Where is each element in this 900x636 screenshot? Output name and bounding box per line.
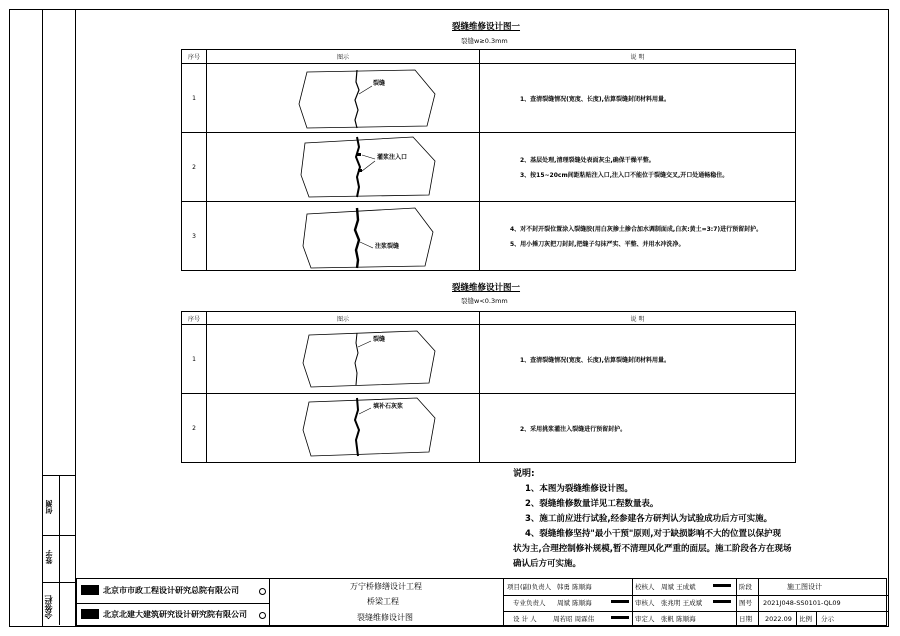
- note-line: 5、用小捶刀灰把刀封封,把缝子勾抹严实、平整、并用水冲洗净。: [510, 241, 685, 248]
- table-row: [182, 64, 796, 133]
- check-name: 周斌 王成斌: [661, 583, 696, 591]
- col-header-figure: 图示: [207, 312, 480, 325]
- check-label: 审定人: [635, 615, 655, 623]
- stone-crack-diagram: [207, 325, 479, 394]
- org-seal-icon: [259, 588, 266, 595]
- table-row: [182, 325, 796, 394]
- col-header-notes: 说 明: [480, 50, 796, 64]
- check-label: 校核人: [635, 583, 655, 591]
- row-number: 3: [182, 202, 207, 271]
- signature-mark: [611, 600, 629, 603]
- note-item: 状为主,合理控制修补规模,暂不清理风化严重的面层。施工阶段各方在现场: [513, 544, 792, 554]
- notes-cell: [480, 64, 796, 133]
- notes-cell: [480, 133, 796, 202]
- table-row: [182, 202, 796, 271]
- row-number: 2: [182, 133, 207, 202]
- signature-mark: [611, 616, 629, 619]
- role-label: 设 计 人: [513, 615, 537, 623]
- role-name: 周若昭 周霖伟: [553, 615, 595, 623]
- role-name: 韩勇 陈顺海: [557, 583, 592, 591]
- section2-subtitle: 裂缝w<0.3mm: [461, 297, 508, 305]
- drawing-no-label: 图号: [739, 599, 752, 607]
- title-block: [76, 578, 887, 626]
- role-label: 项目(副)负责人: [507, 583, 552, 591]
- note-line: 1、查清裂缝情况(宽度、长度),估算裂缝封闭材料用量。: [520, 95, 670, 103]
- stone-crack-diagram: [207, 202, 479, 271]
- notes-heading: 说明:: [513, 469, 535, 479]
- figure-cell: [207, 133, 480, 202]
- note-line: 2、采用挑浆灌注入裂缝进行预留封护。: [520, 425, 627, 433]
- note-line: 4、对不封开裂位置涂入裂缝胶(用白灰掺土掺合加水调制面成,白灰:黄土=3:7)进行预留封护。: [510, 226, 763, 233]
- note-item: 确认后方可实施。: [513, 559, 582, 569]
- notes-cell: [480, 202, 796, 271]
- figure-callout: 裂缝: [373, 336, 386, 343]
- note-line: 2、基层处理,清理裂缝处表面灰尘,确保干燥平整。: [520, 157, 655, 164]
- org2-name: 北京北建大建筑研究设计研究院有限公司: [103, 610, 247, 619]
- role-name: 周斌 陈顺海: [557, 599, 592, 607]
- table-row: [182, 133, 796, 202]
- figure-cell: [207, 202, 480, 271]
- note-line: 3、按15~20cm间距粘贴注入口,注入口不能位于裂缝交叉,开口处通畅稳住。: [520, 172, 729, 179]
- figure-cell: [207, 394, 480, 463]
- section1-title: 裂缝维修设计图一: [452, 22, 521, 32]
- date-label: 日期: [739, 615, 752, 623]
- sidebar-label-check: 何测: [45, 500, 53, 514]
- row-number: 1: [182, 325, 207, 394]
- table-row: [182, 394, 796, 463]
- note-item: 3、施工前应进行试验,经参建各方研判认为试验成功后方可实施。: [525, 514, 773, 524]
- drawing-no-value: 2021J048-SS0101-QL09: [763, 599, 841, 607]
- role-label: 专业负责人: [513, 599, 546, 607]
- check-name: 张兆明 王成斌: [661, 599, 703, 607]
- org-logo-icon: [81, 585, 99, 595]
- sidebar-label-sign: 签字: [45, 550, 53, 564]
- stone-crack-diagram: [207, 133, 479, 202]
- col-header-num: 序号: [182, 312, 207, 325]
- note-line: 1、查清裂缝情况(宽度、长度),估算裂缝封闭材料用量。: [520, 356, 670, 364]
- figure-callout: 灌浆注入口: [377, 154, 408, 161]
- sidebar: [42, 10, 76, 626]
- check-label: 审核人: [635, 599, 655, 607]
- project-name: 万宁桥修缮设计工程: [350, 582, 422, 591]
- check-name: 张帆 陈顺海: [661, 615, 696, 623]
- org2-seal-icon: [259, 612, 266, 619]
- row-number: 2: [182, 394, 207, 463]
- figure-callout: 注浆裂缝: [375, 243, 400, 250]
- figure-cell: [207, 325, 480, 394]
- section1-subtitle: 裂缝w≥0.3mm: [461, 37, 508, 45]
- stone-crack-diagram: [207, 64, 479, 133]
- col-header-figure: 图示: [207, 50, 480, 64]
- note-item: 2、裂缝维修数量详见工程数量表。: [525, 499, 659, 509]
- figure-cell: [207, 64, 480, 133]
- row-number: 1: [182, 64, 207, 133]
- note-item: 1、本图为裂缝维修设计图。: [525, 484, 633, 494]
- org1-name: 北京市市政工程设计研究总院有限公司: [103, 586, 239, 595]
- figure-callout: 填补石灰浆: [373, 403, 404, 410]
- stage-value: 施工图设计: [787, 583, 822, 591]
- subproject-name: 桥梁工程: [367, 597, 399, 606]
- stone-crack-diagram: [207, 394, 479, 463]
- section2-table: [181, 311, 796, 463]
- section2-title: 裂缝维修设计图一: [452, 283, 521, 293]
- notes-cell: [480, 325, 796, 394]
- col-header-notes: 说 明: [480, 312, 796, 325]
- figure-callout: 裂缝: [373, 80, 386, 87]
- signature-mark: [713, 600, 731, 603]
- scale-value: 分示: [821, 615, 834, 623]
- drawing-title: 裂缝维修设计图: [357, 613, 413, 622]
- col-header-num: 序号: [182, 50, 207, 64]
- section1-table: [181, 49, 796, 271]
- note-item: 4、裂缝维修坚持"最小干预"原则,对于缺损影响不大的位置以保护现: [525, 529, 782, 539]
- date-value: 2022.09: [765, 615, 792, 623]
- signature-mark: [713, 584, 731, 587]
- general-notes: [513, 467, 791, 572]
- scale-label: 比例: [799, 615, 812, 623]
- org2-logo-icon: [81, 609, 99, 619]
- stage-label: 阶段: [739, 583, 752, 591]
- notes-cell: [480, 394, 796, 463]
- sidebar-label-countersign: 会签栏: [44, 595, 53, 619]
